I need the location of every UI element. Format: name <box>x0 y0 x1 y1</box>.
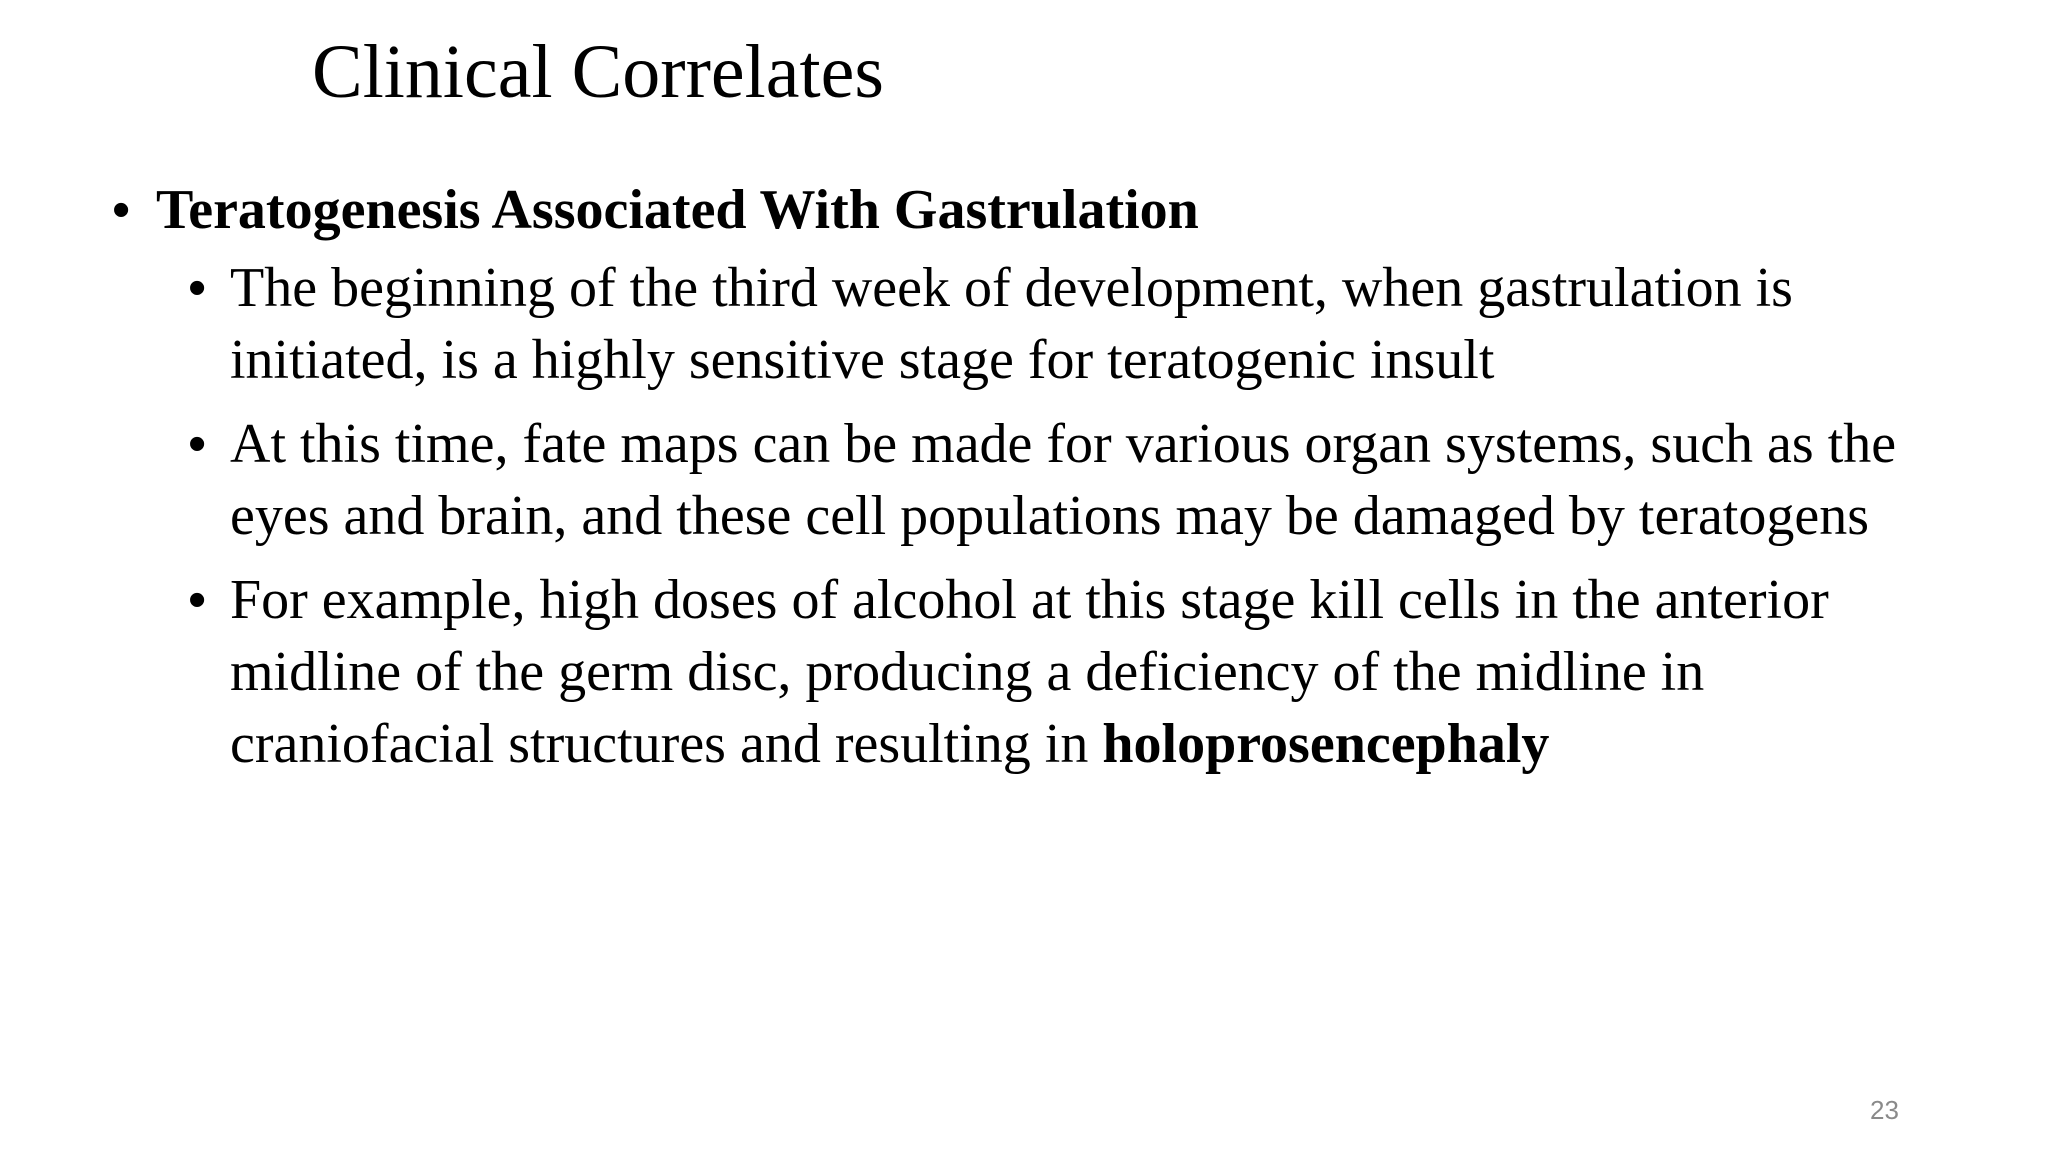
sub-bullet-text: At this time, fate maps can be made for various organ systems, such as the eyes and brain, and these cell populations may be damaged by teratogens <box>230 413 1897 547</box>
sub-bullet-body <box>230 564 1950 780</box>
slide-title: Clinical Correlates <box>312 30 884 114</box>
bullet-icon: • <box>112 181 131 239</box>
main-bullet <box>112 174 1992 246</box>
emphasized-term: holoprosencephaly <box>1102 713 1550 775</box>
bullet-list <box>112 174 1992 792</box>
sub-bullet <box>188 564 1968 780</box>
page-number: 23 <box>1870 1095 1899 1125</box>
main-bullet-text: Teratogenesis Associated With Gastrulation <box>156 179 1199 241</box>
bullet-icon: • <box>188 259 207 317</box>
sub-bullet-text: For example, high doses of alcohol at this stage kill cells in the anterior midline of the germ disc, producing a deficiency of the midline in craniofacial structures and resulting in <box>230 569 1829 775</box>
sub-bullet-text: The beginning of the third week of development, when gastrulation is initiated, is a highly sensitive stage for teratogenic insult <box>230 257 1793 391</box>
bullet-icon: • <box>188 415 207 473</box>
bullet-icon: • <box>188 571 207 629</box>
sub-bullet <box>188 408 1968 552</box>
sub-bullet-list <box>188 252 1968 780</box>
sub-bullet <box>188 252 1968 396</box>
